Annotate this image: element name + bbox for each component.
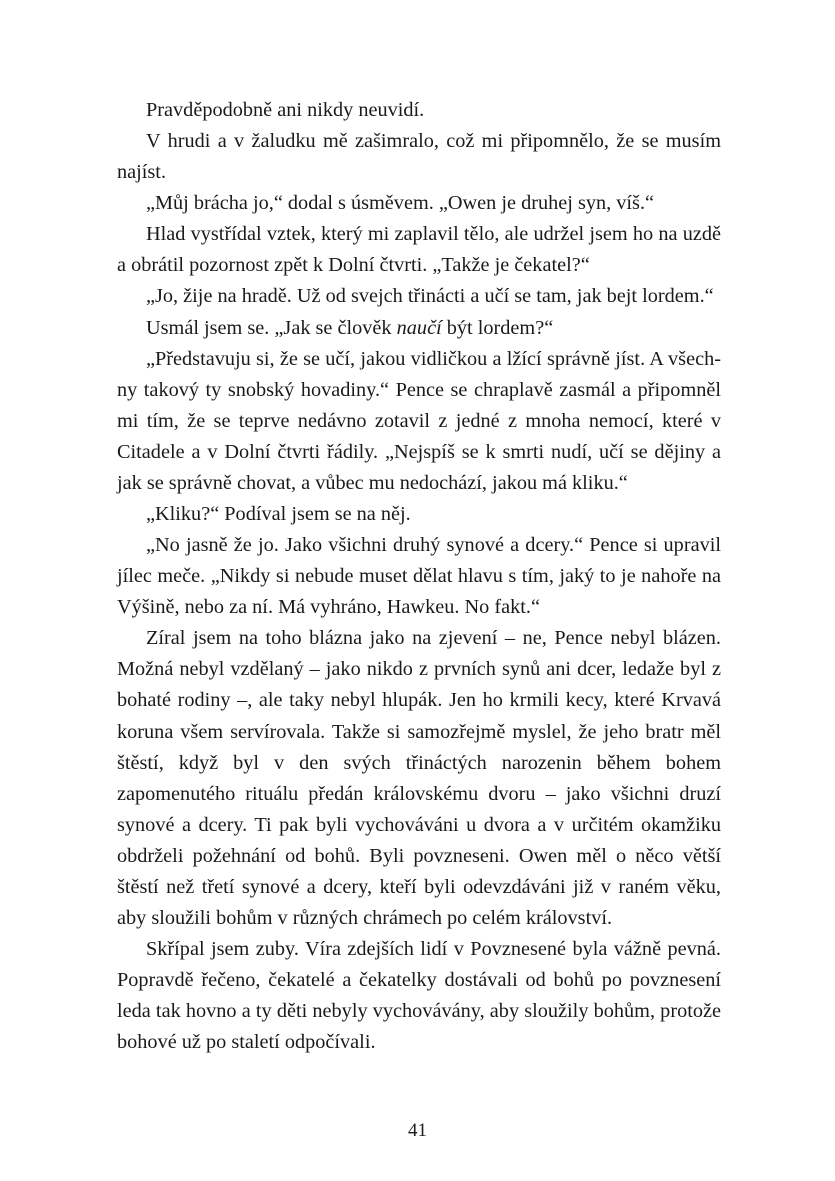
paragraph: Skřípal jsem zuby. Víra zdejších lidí v Povznesené byla vážně pevná. Popravdě řečeno, čekatelé a čekatelky dostávali od bohů po povznesení leda tak hovno a ty děti nebyly vychovávány, aby sloužily bohům, protože bohové už po staletí odpočívali. <box>117 938 721 1054</box>
book-page-text <box>117 95 721 1058</box>
paragraph: Hlad vystřídal vztek, který mi zaplavil tělo, ale udržel jsem ho na uzdě a obrátil pozornost zpět k Dolní čtvrti. „Takže je čekatel?“ <box>117 223 721 277</box>
paragraph: Zíral jsem na toho blázna jako na zjevení – ne, Pence nebyl blázen. Možná nebyl vzdělaný – jako nikdo z prvních synů ani dcer, ledaže byl z bohaté rodiny –, ale taky nebyl hlupák. Jen ho krmili kecy, které Krvavá koruna všem servírovala. Takže si samozřejmě myslel, že jeho bratr měl štěstí, když byl v den svých třináctých narozenin během bohem zapomenutého rituálu předán královskému dvoru – jako všichni druzí synové a dcery. Ti pak byli vychováváni u dvora a v určitém okamžiku obdrželi požehnání od bohů. Byli povzneseni. Owen měl o něco větší štěstí než třetí synové a dcery, kteří byli odevzdáváni již v raném věku, aby sloužili bohům v různých chrámech po celém království. <box>117 627 721 930</box>
paragraph: „Můj brácha jo,“ dodal s úsměvem. „Owen je druhej syn, víš.“ <box>146 192 655 215</box>
page-number: 41 <box>408 1120 427 1141</box>
emphasized-word: naučí <box>396 316 442 339</box>
paragraph <box>117 313 721 344</box>
paragraph: „Jo, žije na hradě. Už od svejch třinácti a učí se tam, jak bejt lordem.“ <box>146 285 714 308</box>
text-run: Usmál jsem se. „Jak se člověk <box>146 316 397 339</box>
paragraph: „Představuju si, že se učí, jakou vidličkou a lžící správně jíst. A všechny takový ty snobský hovadiny.“ Pence se chraplavě zasmál a připomněl mi tím, že se teprve nedávno zotavil z jedné z mnoha nemocí, které v Citadele a v Dolní čtvrti řádily. „Nejspíš se k smrti nudí, učí se dějiny a jak se správně chovat, a vůbec mu nedochází, jakou má kliku.“ <box>117 347 721 494</box>
paragraph: „No jasně že jo. Jako všichni druhý synové a dcery.“ Pence si upravil jílec meče. „Nikdy si nebude muset dělat hlavu s tím, jaký to je nahoře na Výšině, nebo za ní. Má vyhráno, Hawkeu. No fakt.“ <box>117 534 721 619</box>
paragraph: V hrudi a v žaludku mě zašimralo, což mi připomnělo, že se musím najíst. <box>117 130 721 184</box>
text-run: být lordem?“ <box>441 316 554 339</box>
paragraph: „Kliku?“ Podíval jsem se na něj. <box>146 503 411 526</box>
paragraph: Pravděpodobně ani nikdy neuvidí. <box>146 99 425 121</box>
